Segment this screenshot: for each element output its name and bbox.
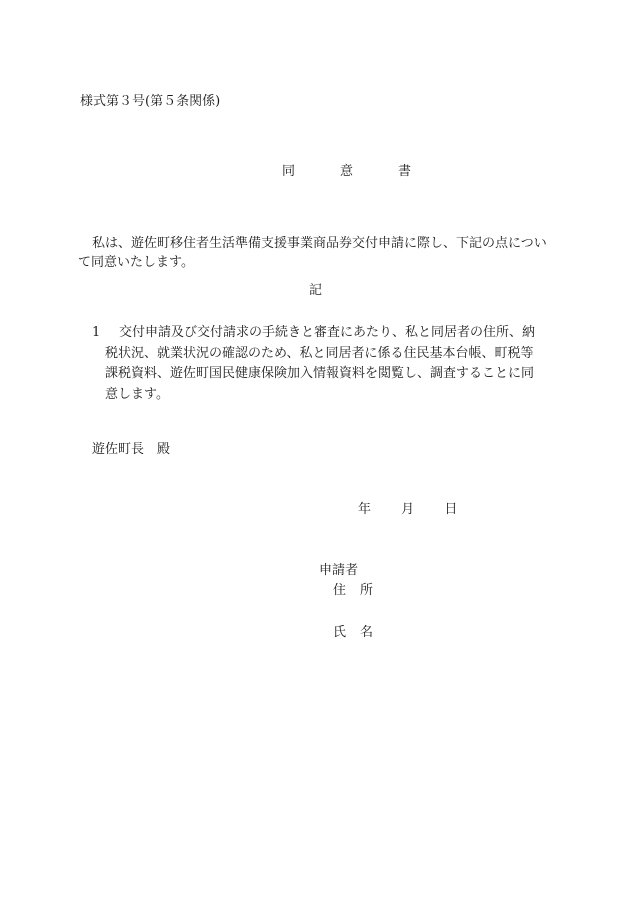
list-item	[92, 323, 562, 405]
item-text-line: 課税資料、遊佐町国民健康保険加入情報資料を閲覧し、調査することに同	[105, 366, 535, 381]
applicant-label: 申請者	[319, 563, 359, 578]
consent-text: 私は、遊佐町移住者生活準備支援事業商品券交付申請に際し、下記の点について同意いたします。	[78, 236, 547, 270]
consent-statement	[78, 234, 558, 272]
item-text	[92, 323, 562, 405]
item-number: 1	[92, 325, 101, 340]
item-text-line: 意します。	[105, 386, 169, 402]
item-text-line: 税状況、就業状況の確認のため、私と同居者に係る住民基本台帳、町税等	[105, 345, 534, 361]
date-day-label: 日	[444, 502, 458, 517]
address-label: 住所	[333, 583, 388, 598]
date-year-label: 年	[358, 502, 372, 517]
name-label: 氏名	[333, 625, 388, 640]
date-month-label: 月	[401, 502, 415, 517]
document-title: 同 意 書	[282, 164, 428, 179]
addressee: 遊佐町長 殿	[92, 442, 171, 457]
item-text-line: 交付申請及び交付請求の手続きと審査にあたり、私と同居者の住所、納	[119, 325, 536, 340]
form-number: 様式第３号(第５条関係)	[80, 94, 221, 109]
ki-heading: 記	[309, 283, 323, 298]
date-line	[358, 503, 457, 516]
